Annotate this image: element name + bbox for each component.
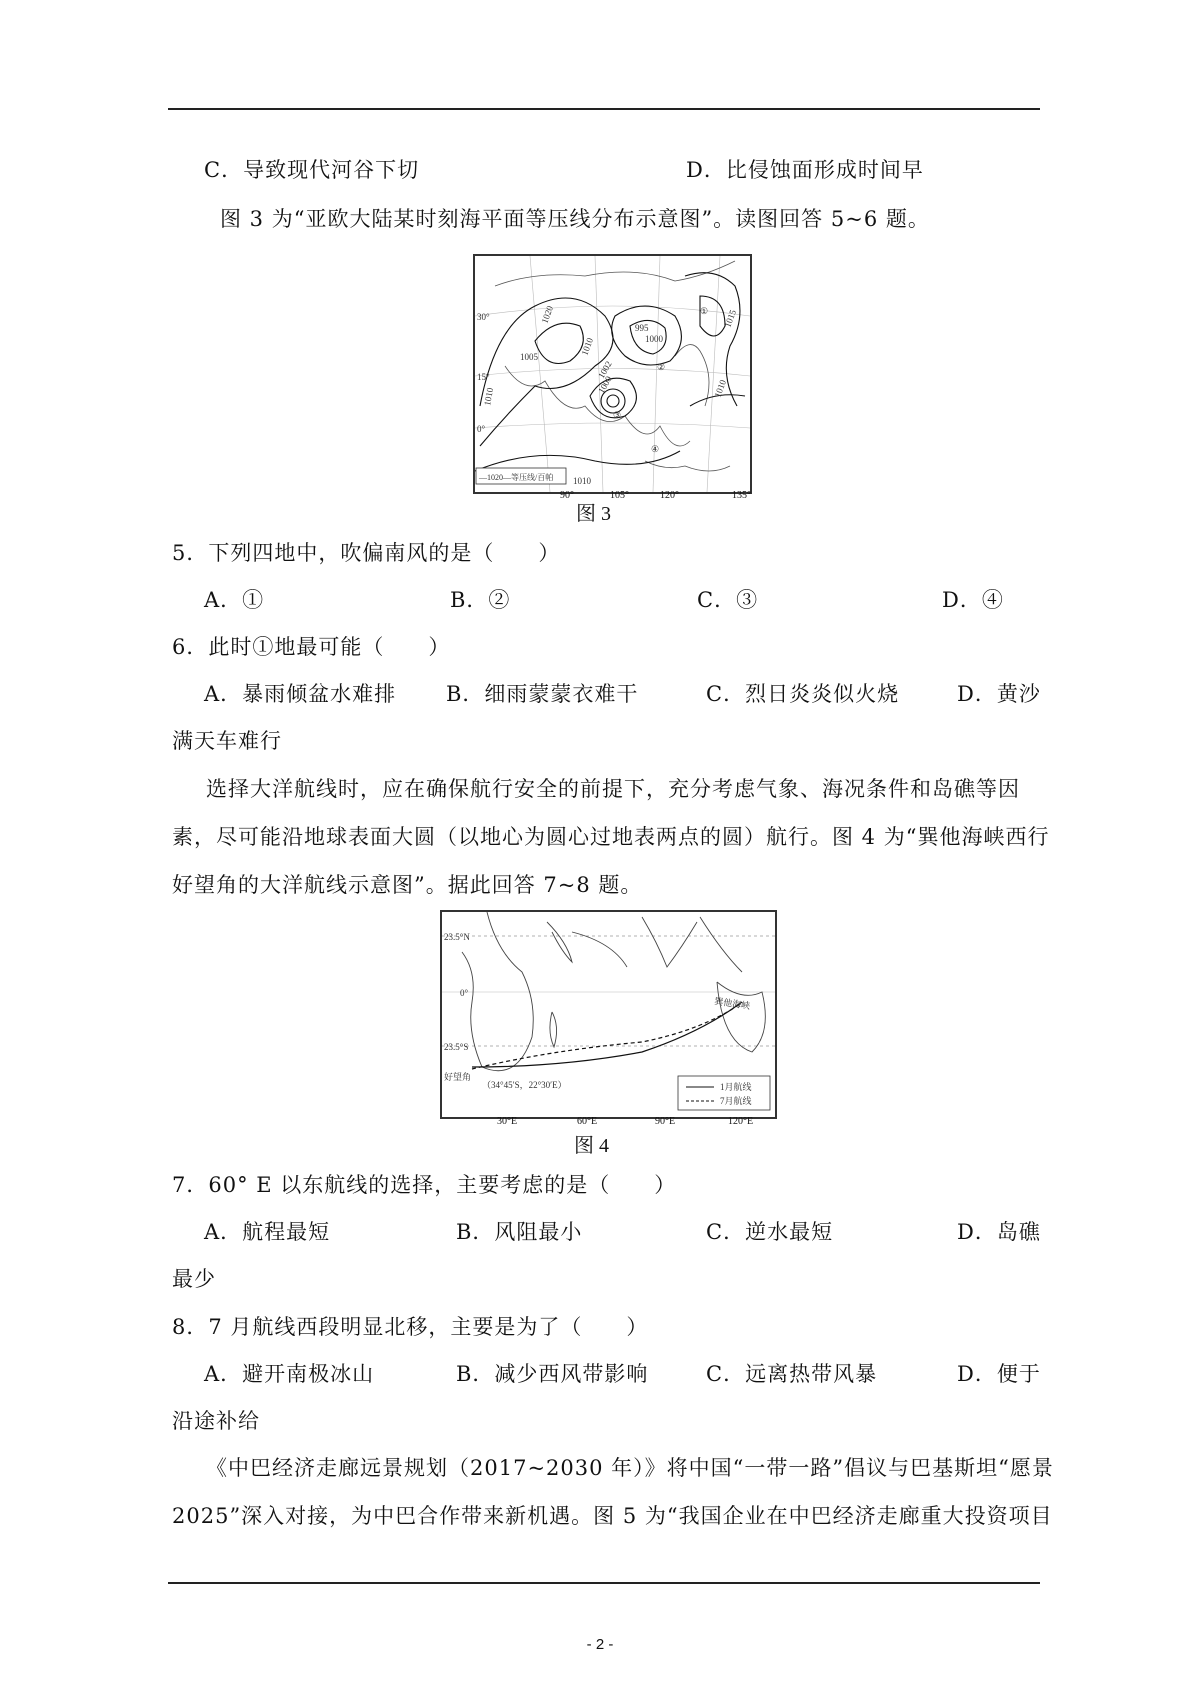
- option-d-prev: D．比侵蚀面形成时间早: [686, 158, 924, 182]
- figure-3-isobar-map: [473, 254, 752, 494]
- header-rule: [168, 108, 1040, 110]
- point-label: ③: [613, 410, 622, 420]
- lat-label: 0°: [477, 424, 486, 434]
- question-8-option-b: B．减少西风带影响: [456, 1362, 649, 1386]
- question-6-option-c: C．烈日炎炎似火烧: [706, 682, 900, 706]
- route-map-svg: [442, 912, 775, 1117]
- question-5-option-a: A．①: [204, 588, 265, 612]
- question-8-stem: 8．7 月航线西段明显北移，主要是为了（ ）: [172, 1315, 649, 1339]
- point-label: ①: [700, 306, 709, 316]
- question-6-option-a: A．暴雨倾盆水难排: [204, 682, 397, 706]
- question-7-stem: 7．60° E 以东航线的选择，主要考虑的是（ ）: [172, 1173, 677, 1197]
- question-7-option-b: B．风阻最小: [456, 1220, 583, 1244]
- question-6-option-b: B．细雨蒙蒙衣难干: [446, 682, 639, 706]
- lon-label: 120°E: [728, 1116, 754, 1127]
- question-6-stem: 6．此时①地最可能（ ）: [172, 635, 451, 659]
- question-7-option-a: A．航程最短: [204, 1220, 331, 1244]
- isobar-label: 1010: [579, 336, 596, 357]
- question-8-option-c: C．远离热带风暴: [706, 1362, 878, 1386]
- isobar-label: 1010: [573, 476, 591, 486]
- point-label: ④: [651, 444, 660, 454]
- point-label: ②: [657, 362, 666, 372]
- cpec-para-line-2: 2025”深入对接，为中巴合作带来新机遇。图 5 为“我国企业在中巴经济走廊重大投资项目: [172, 1504, 1053, 1528]
- lon-label: 90°: [560, 490, 574, 501]
- cape-label: 好望角: [444, 1072, 472, 1082]
- lon-label: 60°E: [577, 1116, 598, 1127]
- option-c-prev: C．导致现代河谷下切: [204, 158, 420, 182]
- figure-4-caption: 图 4: [574, 1135, 609, 1157]
- lat-label: 23.5°S: [444, 1042, 469, 1052]
- route-para-line-1: 选择大洋航线时，应在确保航行安全的前提下，充分考虑气象、海况条件和岛礁等因: [206, 777, 1020, 801]
- lat-label: 0°: [460, 988, 469, 998]
- map-legend: —1020—等压线/百帕: [479, 473, 554, 482]
- lat-label: 23.5°N: [444, 932, 470, 942]
- isobar-label: 1005: [520, 352, 538, 362]
- isobar-label: 1002: [596, 359, 614, 380]
- isobar-label: 1000: [596, 374, 614, 395]
- question-5-option-d: D．④: [942, 588, 1004, 612]
- route-para-line-3: 好望角的大洋航线示意图”。据此回答 7~8 题。: [172, 873, 643, 897]
- lon-label: 120°: [660, 490, 679, 501]
- strait-label: 巽他海峡: [713, 996, 751, 1011]
- legend-jan: 1月航线: [720, 1082, 752, 1092]
- isobar-label: 1010: [712, 378, 729, 399]
- question-8-wrap: 沿途补给: [172, 1409, 260, 1433]
- question-5-option-b: B．②: [450, 588, 511, 612]
- legend-jul: 7月航线: [720, 1096, 752, 1106]
- question-5-stem: 5．下列四地中，吹偏南风的是（ ）: [172, 541, 561, 565]
- footer-rule: [168, 1582, 1040, 1584]
- lat-label: 15°: [477, 372, 490, 382]
- isobar-label: 995: [635, 323, 649, 333]
- cpec-para-line-1: 《中巴经济走廊远景规划（2017~2030 年）》将中国“一带一路”倡议与巴基斯坦“愿景: [206, 1456, 1054, 1480]
- figure-3-caption: 图 3: [576, 503, 611, 525]
- page-number: - 2 -: [586, 1636, 614, 1653]
- isobar-label: 1020: [539, 304, 556, 325]
- isobar-label: 1000: [645, 334, 663, 344]
- question-6-wrap: 满天车难行: [172, 729, 282, 753]
- route-para-line-2: 素，尽可能沿地球表面大圆（以地心为圆心过地表两点的圆）航行。图 4 为“巽他海峡西行: [172, 825, 1050, 849]
- intro-fig3: 图 3 为“亚欧大陆某时刻海平面等压线分布示意图”。读图回答 5~6 题。: [220, 207, 930, 231]
- question-5-option-c: C．③: [697, 588, 759, 612]
- question-6-option-d: D．黄沙: [957, 682, 1041, 706]
- question-7-option-c: C．逆水最短: [706, 1220, 834, 1244]
- isobar-label: 1010: [482, 386, 496, 407]
- cape-coords: （34°45′S，22°30′E）: [482, 1080, 567, 1090]
- question-8-option-d: D．便于: [957, 1362, 1041, 1386]
- isobar-map-svg: [475, 256, 750, 492]
- question-8-option-a: A．避开南极冰山: [204, 1362, 375, 1386]
- lat-label: 30°: [477, 312, 490, 322]
- figure-4-route-map: [440, 910, 777, 1119]
- question-7-wrap: 最少: [172, 1267, 216, 1291]
- lon-label: 90°E: [655, 1116, 676, 1127]
- lon-label: 105°: [610, 490, 629, 501]
- isobar-label: 1015: [722, 308, 739, 329]
- lon-label: 135°: [732, 490, 751, 501]
- lon-label: 30°E: [497, 1116, 518, 1127]
- question-7-option-d: D．岛礁: [957, 1220, 1041, 1244]
